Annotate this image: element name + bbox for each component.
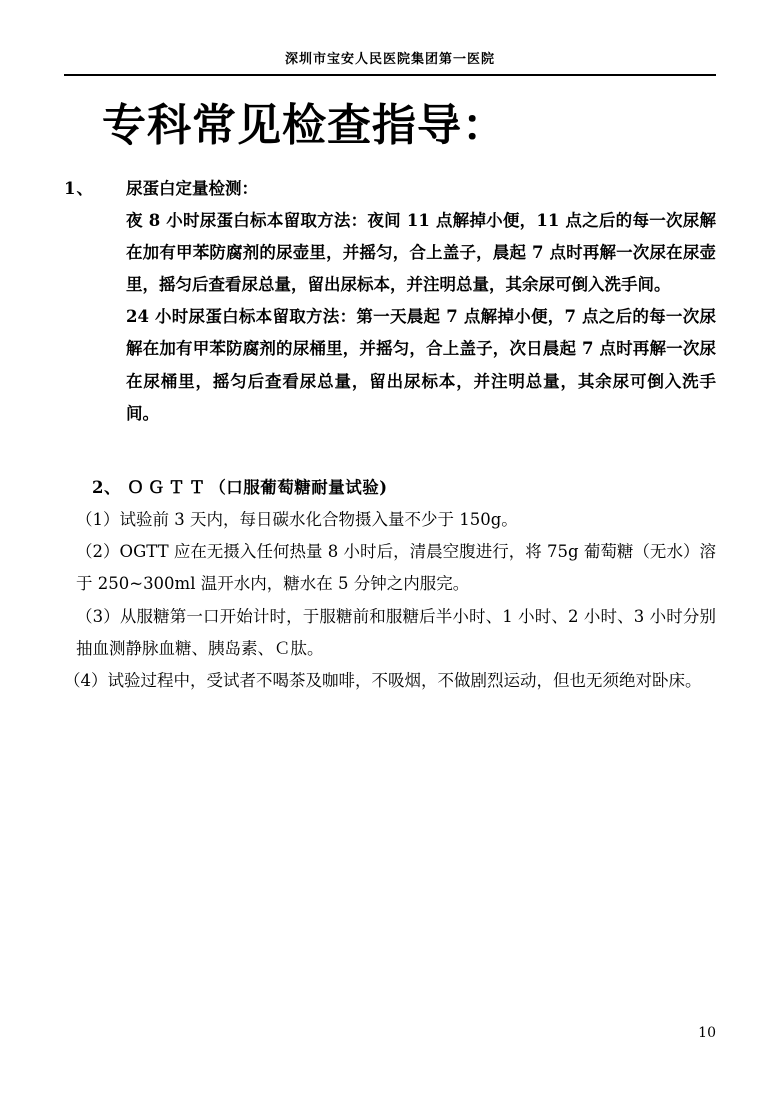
section-1-number: 1、 [64, 178, 94, 198]
section-2-title-abbr: ＯＧＴＴ [127, 477, 210, 497]
page-title: 专科常见检查指导： [102, 99, 507, 151]
section-1-paragraph-2: 24 小时尿蛋白标本留取方法：第一天晨起 7 点解掉小便，7 点之后的每一次尿解在加有甲苯防腐剂的尿桶里，并摇匀，合上盖子，次日晨起 7 点时再解一次尿在尿桶里，摇匀后查看尿总量，留出尿标本，并注明总量，其余尿可倒入洗手间。 [126, 307, 716, 423]
section-2-number: 2、 [92, 477, 121, 497]
section-2-paragraph-4: （4）试验过程中，受试者不喝茶及咖啡，不吸烟，不做剧烈运动，但也无须绝对卧床。 [64, 671, 702, 690]
section-2 [64, 472, 716, 697]
section-1-title: 尿蛋白定量检测： [126, 178, 258, 198]
page-number: 10 [698, 1025, 716, 1041]
section-2-heading [92, 472, 716, 504]
section-2-paragraph-1: （1）试验前 3 天内，每日碳水化合物摄入量不少于 150g。 [76, 510, 518, 530]
header-divider [64, 74, 716, 76]
page-header [64, 0, 716, 76]
section-1-paragraph-1: 夜 8 小时尿蛋白标本留取方法：夜间 11 点解掉小便，11 点之后的每一次尿解在加有甲苯防腐剂的尿壶里，并摇匀，合上盖子，晨起 7 点时再解一次尿在尿壶里，摇匀后查看尿总量，留出尿标本，并注明总量，其余尿可倒入洗手间。 [126, 210, 716, 295]
section-2-paragraph-3: （3）从服糖第一口开始计时，于服糖前和服糖后半小时、1 小时、2 小时、3 小时分别抽血测静脉血糖、胰岛素、Ｃ肽。 [76, 606, 716, 658]
section-1-heading [64, 173, 716, 205]
document-body [64, 173, 716, 698]
section-1 [64, 173, 716, 430]
section-2-paragraph-2: （2）OGTT 应在无摄入任何热量 8 小时后，清晨空腹进行，将 75g 葡萄糖（无水）溶于 250~300ml 温开水内，糖水在 5 分钟之内服完。 [76, 542, 716, 594]
section-spacer [64, 432, 716, 472]
section-2-title-full: （口服葡萄糖耐量试验) [209, 477, 388, 497]
institution-name: 深圳市宝安人民医院集团第一医院 [284, 52, 495, 67]
